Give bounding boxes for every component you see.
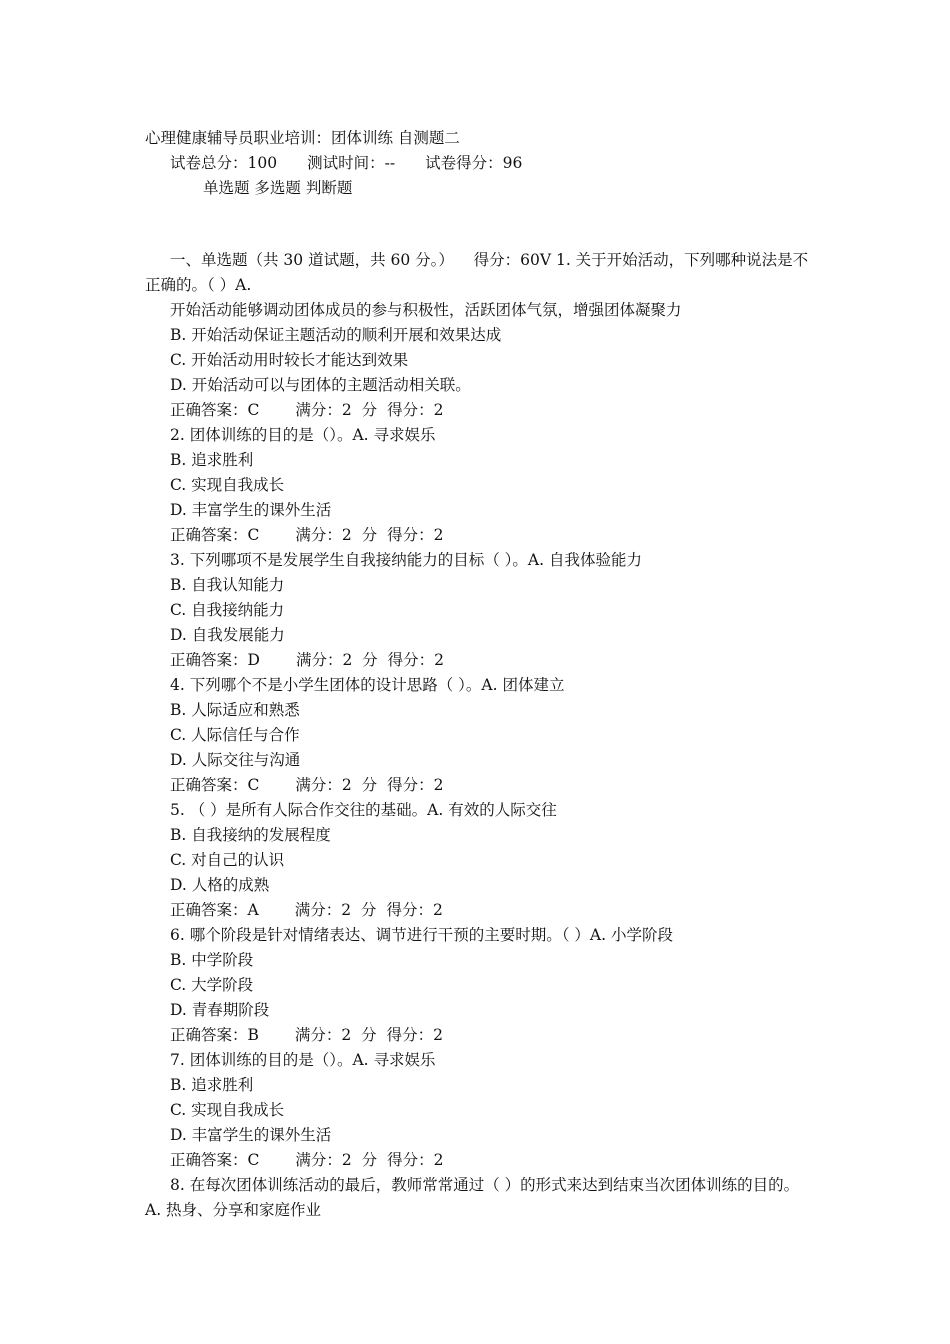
time-label: 测试时间：	[307, 154, 385, 172]
answer-line	[145, 398, 810, 423]
correct-label: 正确答案：	[170, 1026, 248, 1044]
total-label: 试卷总分：	[170, 154, 248, 172]
option-b: B. 自我认知能力	[170, 576, 285, 594]
option-c: C. 自我接纳能力	[170, 601, 285, 619]
full-score: 满分：2 分	[294, 901, 377, 919]
score-label: 试卷得分：	[425, 154, 503, 172]
got-score: 得分：2	[387, 776, 444, 794]
full-score: 满分：2 分	[294, 1026, 377, 1044]
got-score: 得分：2	[387, 1151, 444, 1169]
option-d: D. 人际交往与沟通	[170, 751, 301, 769]
correct-answer: B	[247, 1026, 259, 1044]
option-d: D. 丰富学生的课外生活	[170, 501, 332, 519]
exam-title: 心理健康辅导员职业培训：团体训练 自测题二	[145, 129, 460, 147]
option-b: B. 追求胜利	[170, 451, 254, 469]
option-d: D. 丰富学生的课外生活	[170, 1126, 332, 1144]
option-d: D. 人格的成熟	[170, 876, 270, 894]
option-c: C. 大学阶段	[170, 976, 254, 994]
option-a: 开始活动能够调动团体成员的参与积极性，活跃团体气氛，增强团体凝聚力	[170, 301, 682, 319]
correct-label: 正确答案：	[170, 901, 248, 919]
correct-answer: C	[247, 526, 260, 544]
answer-line	[145, 898, 810, 923]
answer-line	[145, 648, 810, 673]
answer-line	[145, 1148, 810, 1173]
option-d: D. 青春期阶段	[170, 1001, 270, 1019]
full-score: 满分：2 分	[295, 651, 378, 669]
question-stem: 2. 团体训练的目的是（）。A. 寻求娱乐	[170, 426, 436, 444]
correct-label: 正确答案：	[170, 651, 248, 669]
score-value: 96	[502, 154, 523, 172]
full-score: 满分：2 分	[295, 526, 378, 544]
question-stem: 5. （ ）是所有人际合作交往的基础。A. 有效的人际交往	[170, 801, 557, 819]
got-score: 得分：2	[387, 651, 445, 669]
correct-label: 正确答案：	[170, 1151, 248, 1169]
correct-label: 正确答案：	[170, 776, 248, 794]
total-value: 100	[247, 154, 278, 172]
full-score: 满分：2 分	[295, 401, 378, 419]
answer-line	[145, 1023, 810, 1048]
question-list	[145, 248, 810, 1223]
option-b: B. 追求胜利	[170, 1076, 254, 1094]
correct-answer: D	[247, 651, 260, 669]
correct-label: 正确答案：	[170, 526, 248, 544]
exam-header	[145, 126, 522, 201]
section-heading: 一、单选题（共 30 道试题，共 60 分。） 得分：60V 1. 关于开始活动，下列哪种说法是不正确的。（ ）A.	[145, 251, 809, 294]
answer-line	[145, 773, 810, 798]
answer-line	[145, 523, 810, 548]
got-score: 得分：2	[387, 526, 444, 544]
question-stem: 6. 哪个阶段是针对情绪表达、调节进行干预的主要时期。（ ）A. 小学阶段	[170, 926, 673, 944]
option-d: D. 开始活动可以与团体的主题活动相关联。	[170, 376, 471, 394]
option-c: C. 人际信任与合作	[170, 726, 300, 744]
correct-answer: C	[247, 776, 260, 794]
option-b: B. 自我接纳的发展程度	[170, 826, 331, 844]
option-b: B. 开始活动保证主题活动的顺利开展和效果达成	[170, 326, 502, 344]
correct-answer: C	[247, 401, 260, 419]
option-c: C. 实现自我成长	[170, 476, 285, 494]
question-stem: 7. 团体训练的目的是（）。A. 寻求娱乐	[170, 1051, 436, 1069]
option-c: C. 实现自我成长	[170, 1101, 285, 1119]
got-score: 得分：2	[386, 1026, 443, 1044]
question-stem: 3. 下列哪项不是发展学生自我接纳能力的目标（ ）。A. 自我体验能力	[170, 551, 642, 569]
option-b: B. 人际适应和熟悉	[170, 701, 300, 719]
correct-answer: A	[247, 901, 259, 919]
question-stem: 8. 在每次团体训练活动的最后，教师常常通过（ ）的形式来达到结束当次团体训练的目的。A. 热身、分享和家庭作业	[145, 1176, 800, 1219]
got-score: 得分：2	[387, 401, 444, 419]
question-stem: 4. 下列哪个不是小学生团体的设计思路（ ）。A. 团体建立	[170, 676, 565, 694]
time-value: --	[384, 154, 396, 172]
correct-answer: C	[247, 1151, 260, 1169]
option-b: B. 中学阶段	[170, 951, 254, 969]
option-d: D. 自我发展能力	[170, 626, 285, 644]
option-c: C. 对自己的认识	[170, 851, 285, 869]
option-c: C. 开始活动用时较长才能达到效果	[170, 351, 409, 369]
correct-label: 正确答案：	[170, 401, 248, 419]
full-score: 满分：2 分	[295, 1151, 378, 1169]
got-score: 得分：2	[386, 901, 443, 919]
exam-meta	[145, 151, 522, 176]
full-score: 满分：2 分	[295, 776, 378, 794]
question-type-links: 单选题 多选题 判断题	[203, 179, 353, 197]
